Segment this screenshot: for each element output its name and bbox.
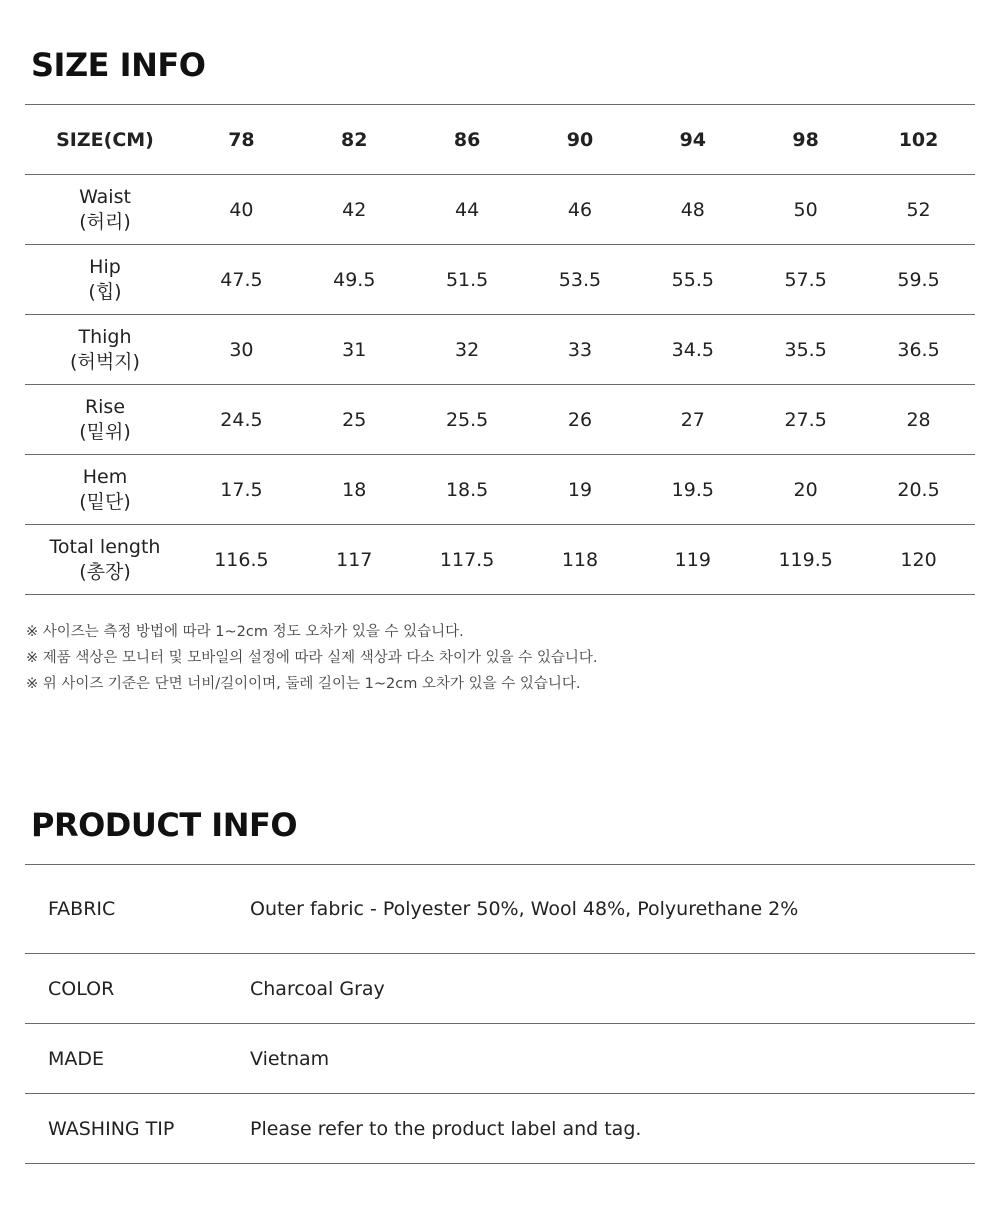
size-header-cell: 82	[298, 105, 411, 175]
product-row-fabric	[25, 865, 975, 954]
size-header-cell: 90	[524, 105, 637, 175]
size-cell: 51.5	[411, 245, 524, 315]
size-cell: 44	[411, 175, 524, 245]
size-header-cell: 98	[749, 105, 862, 175]
product-value: Please refer to the product label and tag.	[248, 1094, 975, 1164]
row-label-ko: (밑단)	[79, 490, 131, 513]
size-cell: 59.5	[862, 245, 975, 315]
product-label: FABRIC	[25, 865, 248, 954]
product-row-color	[25, 954, 975, 1024]
product-value: Vietnam	[248, 1024, 975, 1094]
size-table	[25, 104, 975, 595]
size-cell: 53.5	[524, 245, 637, 315]
row-label	[25, 245, 185, 315]
size-info-title: SIZE INFO	[31, 46, 206, 84]
size-cell: 35.5	[749, 315, 862, 385]
row-label-ko: (밑위)	[79, 420, 131, 443]
size-cell: 18.5	[411, 455, 524, 525]
row-label	[25, 455, 185, 525]
size-cell: 52	[862, 175, 975, 245]
size-cell: 27.5	[749, 385, 862, 455]
size-cell: 20	[749, 455, 862, 525]
size-cell: 47.5	[185, 245, 298, 315]
size-row-total-length	[25, 525, 975, 595]
size-cell: 117	[298, 525, 411, 595]
size-cell: 42	[298, 175, 411, 245]
size-cell: 30	[185, 315, 298, 385]
size-cell: 40	[185, 175, 298, 245]
row-label	[25, 525, 185, 595]
size-cell: 19.5	[636, 455, 749, 525]
size-note: ※ 사이즈는 측정 방법에 따라 1~2cm 정도 오차가 있을 수 있습니다.	[26, 624, 464, 640]
size-row-hem	[25, 455, 975, 525]
size-cell: 34.5	[636, 315, 749, 385]
row-label	[25, 385, 185, 455]
row-label-en: Thigh	[78, 325, 132, 348]
row-label	[25, 315, 185, 385]
size-notes	[26, 619, 598, 697]
size-header-cell: 102	[862, 105, 975, 175]
size-cell: 119	[636, 525, 749, 595]
row-label-en: Rise	[84, 395, 126, 418]
size-cell: 120	[862, 525, 975, 595]
size-cell: 31	[298, 315, 411, 385]
size-header-cell: 86	[411, 105, 524, 175]
row-label-ko: (총장)	[79, 560, 131, 583]
size-header-row	[25, 105, 975, 175]
size-cell: 27	[636, 385, 749, 455]
size-row-thigh	[25, 315, 975, 385]
size-header-cell: 78	[185, 105, 298, 175]
size-row-rise	[25, 385, 975, 455]
row-label-en: Hip	[89, 255, 121, 278]
size-cell: 24.5	[185, 385, 298, 455]
size-cell: 49.5	[298, 245, 411, 315]
product-value: Outer fabric - Polyester 50%, Wool 48%, Polyurethane 2%	[248, 865, 975, 954]
row-label	[25, 175, 185, 245]
size-cell: 17.5	[185, 455, 298, 525]
product-label: COLOR	[25, 954, 248, 1024]
row-label-ko: (허벅지)	[70, 350, 140, 373]
row-label-en: Waist	[79, 185, 131, 208]
product-row-made	[25, 1024, 975, 1094]
product-label: MADE	[25, 1024, 248, 1094]
product-row-washing-tip	[25, 1094, 975, 1164]
size-cell: 46	[524, 175, 637, 245]
size-cell: 20.5	[862, 455, 975, 525]
size-cell: 26	[524, 385, 637, 455]
size-cell: 25.5	[411, 385, 524, 455]
size-row-hip	[25, 245, 975, 315]
size-cell: 36.5	[862, 315, 975, 385]
size-cell: 50	[749, 175, 862, 245]
size-header-label: SIZE(CM)	[25, 105, 185, 175]
product-value: Charcoal Gray	[248, 954, 975, 1024]
size-cell: 32	[411, 315, 524, 385]
size-note: ※ 위 사이즈 기준은 단면 너비/길이이며, 둘레 길이는 1~2cm 오차가 있을 수 있습니다.	[26, 676, 581, 692]
size-cell: 117.5	[411, 525, 524, 595]
row-label-en: Total length	[49, 535, 161, 558]
row-label-en: Hem	[82, 465, 128, 488]
size-cell: 48	[636, 175, 749, 245]
size-cell: 57.5	[749, 245, 862, 315]
size-cell: 119.5	[749, 525, 862, 595]
row-label-ko: (허리)	[79, 210, 131, 233]
size-cell: 19	[524, 455, 637, 525]
size-cell: 25	[298, 385, 411, 455]
size-header-cell: 94	[636, 105, 749, 175]
size-cell: 55.5	[636, 245, 749, 315]
product-info-title: PRODUCT INFO	[31, 806, 298, 844]
product-info-table	[25, 864, 975, 1164]
size-row-waist	[25, 175, 975, 245]
row-label-ko: (힙)	[88, 280, 122, 303]
size-cell: 28	[862, 385, 975, 455]
size-cell: 33	[524, 315, 637, 385]
size-cell: 116.5	[185, 525, 298, 595]
size-note: ※ 제품 색상은 모니터 및 모바일의 설정에 따라 실제 색상과 다소 차이가 있을 수 있습니다.	[26, 650, 598, 666]
size-cell: 18	[298, 455, 411, 525]
product-label: WASHING TIP	[25, 1094, 248, 1164]
size-cell: 118	[524, 525, 637, 595]
